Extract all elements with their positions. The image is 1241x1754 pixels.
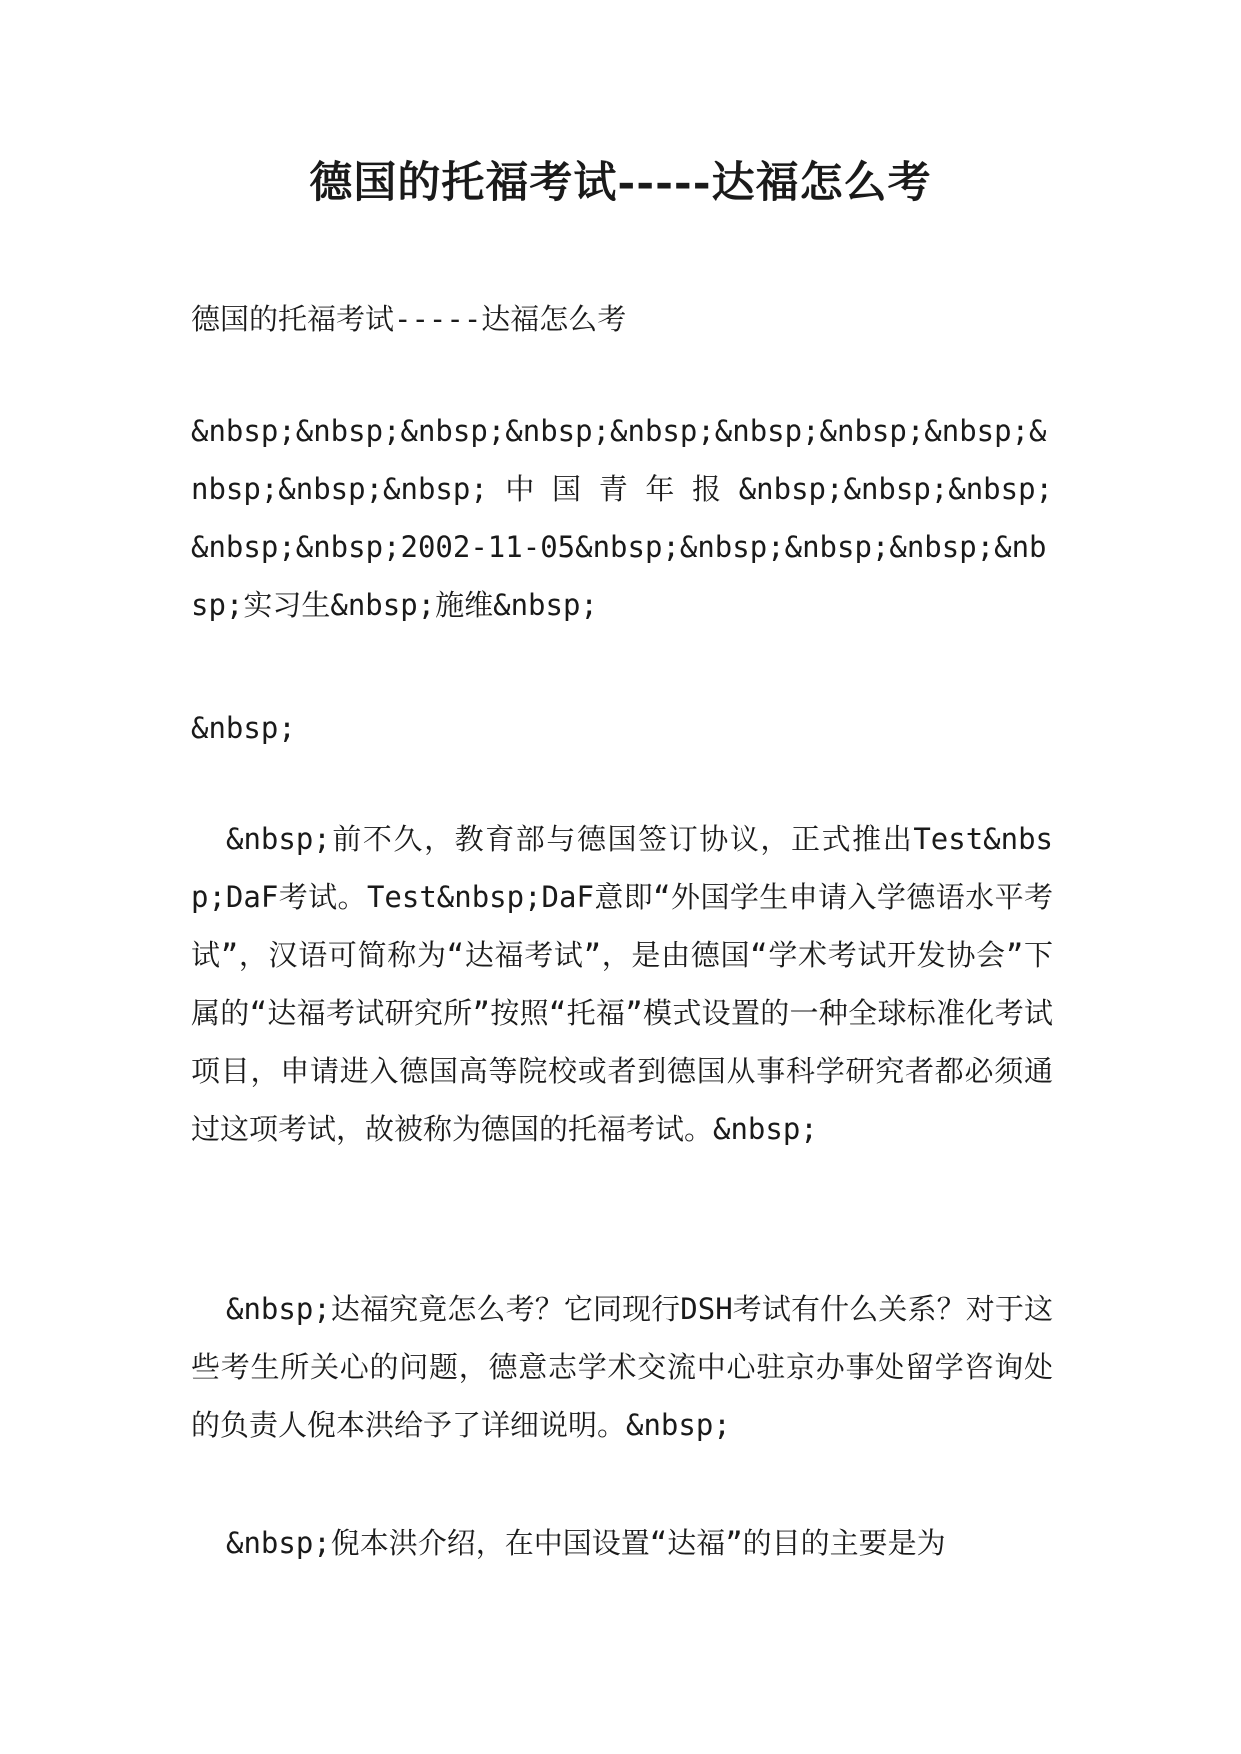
document-byline: &nbsp;&nbsp;&nbsp;&nbsp;&nbsp;&nbsp;&nbsp;&nbsp;&nbsp;&nbsp;&nbsp; 中 国 青 年 报 &nbsp;&nbsp;&nbsp;&nbsp;&nbsp;2002-11-05&nbsp;&nbsp;&nbsp;&nbsp;&nbsp;实习生&nbsp;施维&nbsp;	[191, 414, 1053, 622]
nbsp-line: &nbsp;	[191, 711, 296, 745]
document-title: 德国的托福考试-----达福怎么考	[309, 158, 932, 208]
paragraph-1: &nbsp;前不久，教育部与德国签订协议，正式推出Test&nbsp;DaF考试。Test&nbsp;DaF意即“外国学生申请入学德语水平考试”，汉语可简称为“达福考试”，是由德国“学术考试开发协会”下属的“达福考试研究所”按照“托福”模式设置的一种全球标准化考试项目，申请进入德国高等院校或者到德国从事科学研究者都必须通过这项考试，故被称为德国的托福考试。&nbsp;	[191, 822, 1053, 1146]
document-subtitle: 德国的托福考试-----达福怎么考	[191, 302, 627, 336]
paragraph-2: &nbsp;达福究竟怎么考？它同现行DSH考试有什么关系？对于这些考生所关心的问题，德意志学术交流中心驻京办事处留学咨询处的负责人倪本洪给予了详细说明。&nbsp;	[191, 1292, 1053, 1442]
paragraph-3: &nbsp;倪本洪介绍，在中国设置“达福”的目的主要是为	[226, 1526, 946, 1560]
